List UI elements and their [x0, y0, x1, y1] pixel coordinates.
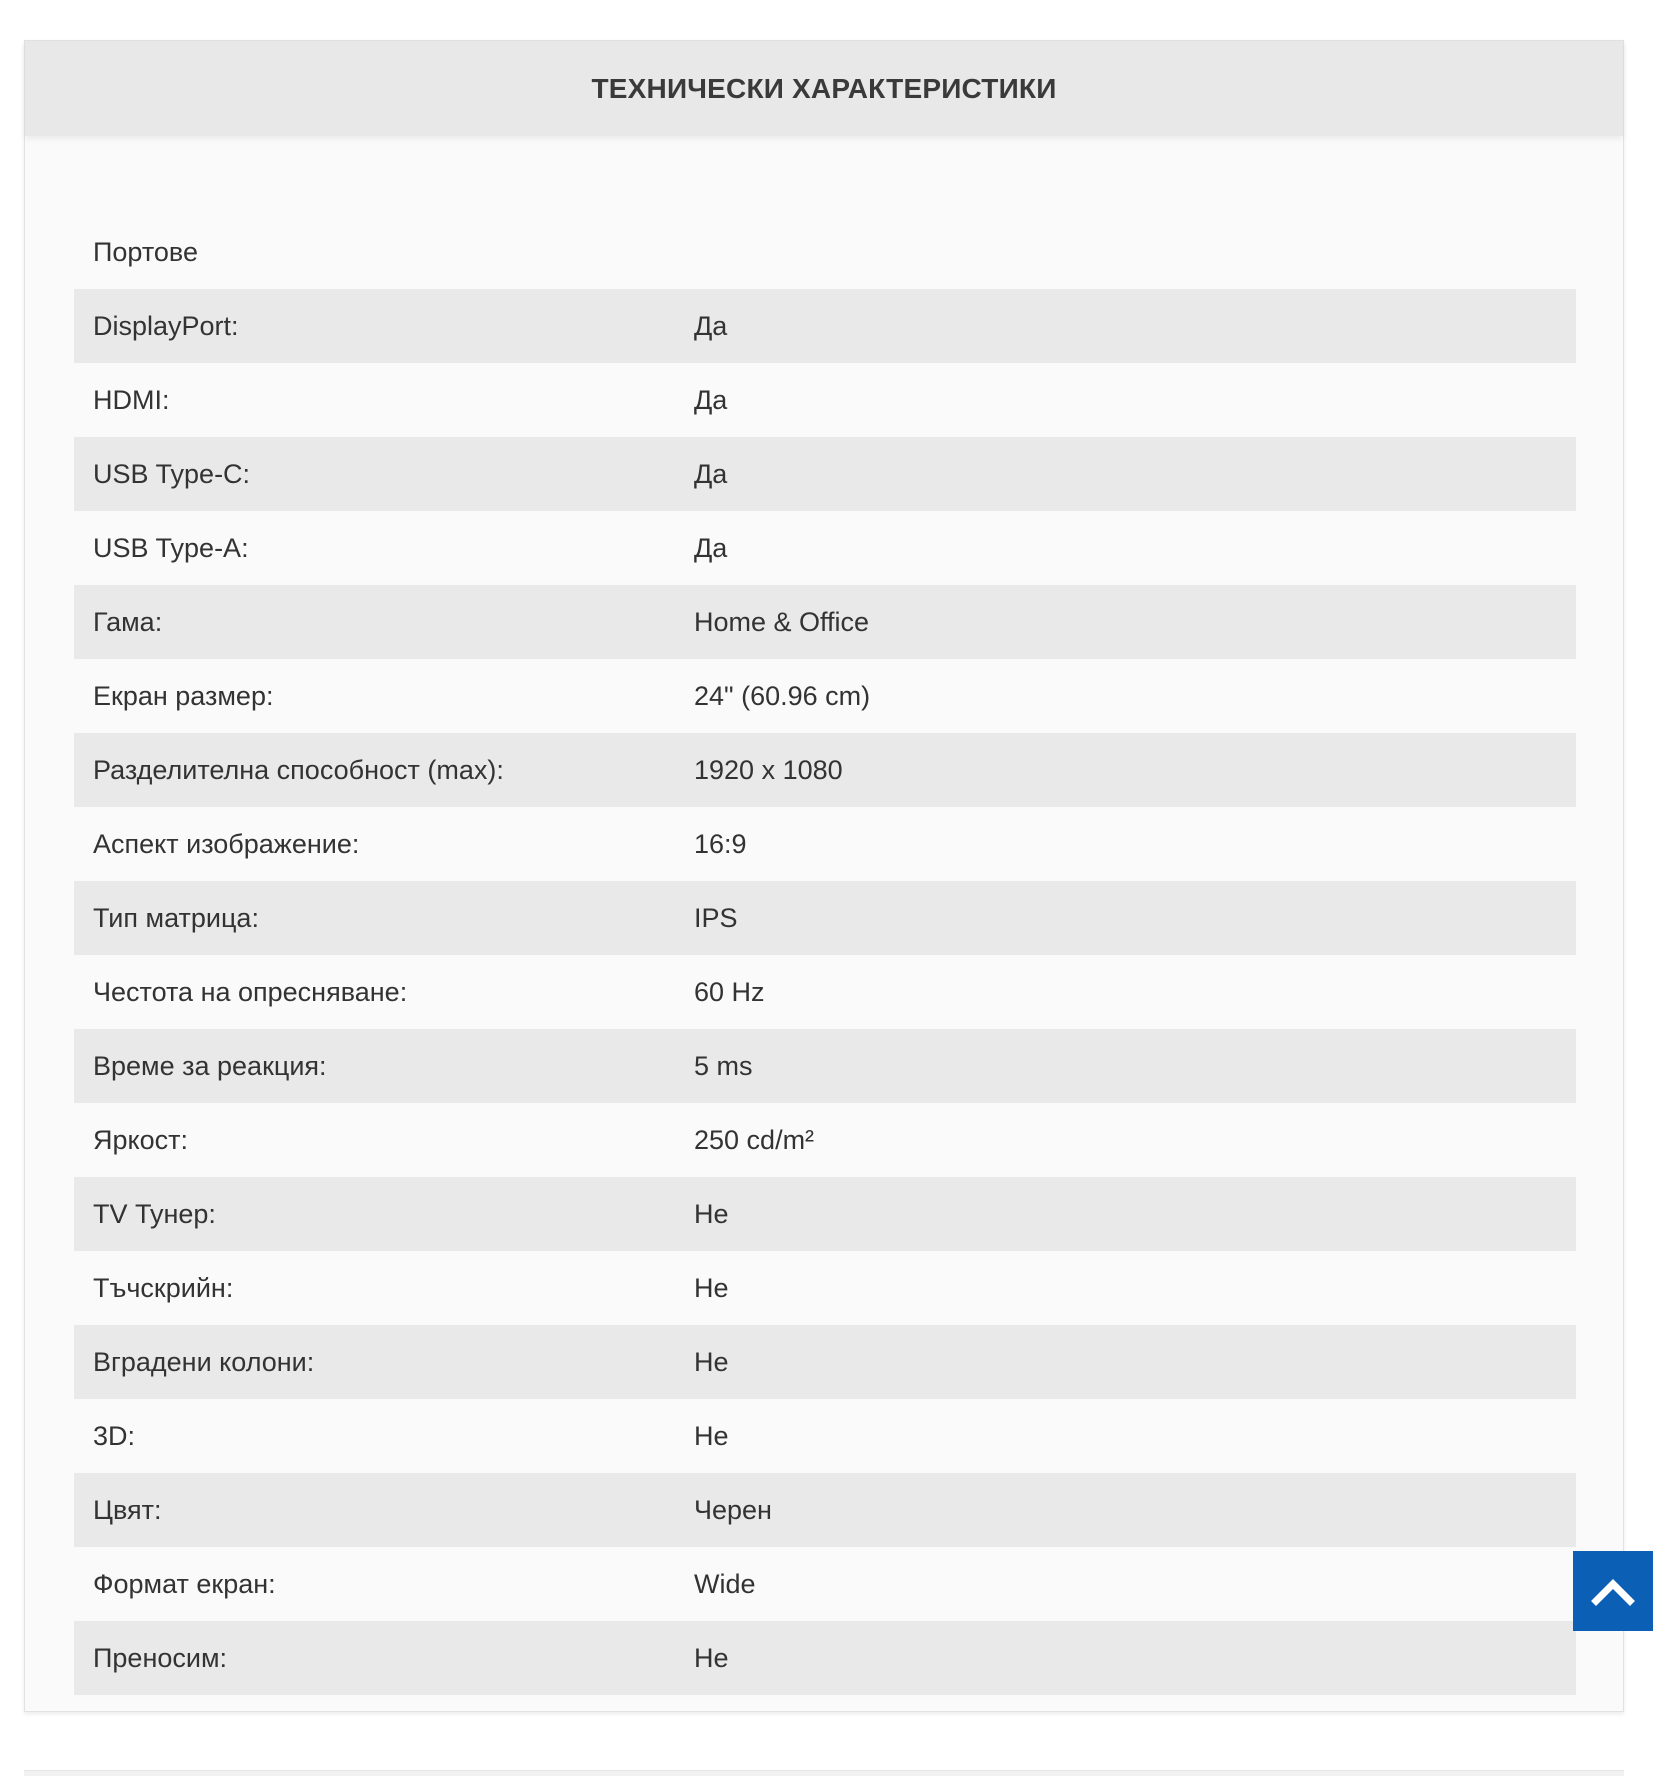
spec-value: Да: [675, 437, 1576, 511]
spec-label: Яркост:: [93, 1124, 189, 1155]
chevron-up-icon: [1591, 1576, 1635, 1606]
spec-label: Цвят:: [74, 1473, 675, 1547]
specs-title: ТЕХНИЧЕСКИ ХАРАКТЕРИСТИКИ: [591, 72, 1057, 104]
spec-value: Не: [694, 1420, 729, 1451]
spec-value: Не: [675, 1325, 1576, 1399]
spec-label: 3D:: [93, 1420, 136, 1451]
spec-value: Да: [694, 384, 728, 415]
table-row: [74, 659, 1576, 733]
spec-label: Време за реакция:: [74, 1029, 675, 1103]
spec-label: Екран размер:: [93, 680, 274, 711]
spec-label: Разделителна способност (max):: [74, 733, 675, 807]
spec-label: Тъчскрийн:: [93, 1272, 234, 1303]
spec-label: Вградени колони:: [74, 1325, 675, 1399]
spec-label: Гама:: [74, 585, 675, 659]
table-row: [74, 1029, 1576, 1103]
spec-value: Не: [675, 1177, 1576, 1251]
table-row: [74, 1251, 1576, 1325]
specs-header: [25, 41, 1623, 136]
back-to-top-button[interactable]: [1573, 1551, 1653, 1631]
spec-label: Преносим:: [74, 1621, 675, 1695]
spec-value: Не: [694, 1272, 729, 1303]
spec-value: 5 ms: [675, 1029, 1576, 1103]
specs-panel: [24, 40, 1624, 1712]
table-row: [74, 1325, 1576, 1399]
section-title-row: [74, 215, 1576, 289]
spec-value: Не: [675, 1621, 1576, 1695]
table-row: [74, 733, 1576, 807]
table-row: [74, 1177, 1576, 1251]
spec-label: TV Тунер:: [74, 1177, 675, 1251]
specs-table: [74, 215, 1576, 1695]
spec-value: Да: [675, 289, 1576, 363]
spec-value: Да: [694, 532, 728, 563]
table-row: [74, 1103, 1576, 1177]
table-row: [74, 437, 1576, 511]
spec-value: 250 cd/m²: [694, 1124, 815, 1155]
table-row: [74, 289, 1576, 363]
table-row: [74, 1399, 1576, 1473]
spec-value: Wide: [694, 1568, 756, 1599]
spec-value: 60 Hz: [694, 976, 765, 1007]
spec-label: Формат екран:: [93, 1568, 276, 1599]
table-row: [74, 511, 1576, 585]
spec-label: Честота на опресняване:: [93, 976, 408, 1007]
table-row: [74, 955, 1576, 1029]
next-section-edge: [24, 1770, 1624, 1776]
spec-label: Аспект изображение:: [93, 828, 360, 859]
table-row: [74, 881, 1576, 955]
spec-label: USB Type-A:: [93, 532, 249, 563]
table-row: [74, 363, 1576, 437]
table-row: [74, 1547, 1576, 1621]
table-row: [74, 1621, 1576, 1695]
spec-value: 16:9: [694, 828, 747, 859]
spec-value: 24" (60.96 cm): [694, 680, 871, 711]
spec-label: Тип матрица:: [74, 881, 675, 955]
spec-value: Черен: [675, 1473, 1576, 1547]
spec-label: HDMI:: [93, 384, 170, 415]
table-row: [74, 807, 1576, 881]
table-row: [74, 585, 1576, 659]
spec-value: IPS: [675, 881, 1576, 955]
table-row: [74, 1473, 1576, 1547]
section-title: Портове: [93, 236, 198, 267]
spec-label: USB Type-C:: [74, 437, 675, 511]
spec-value: 1920 x 1080: [675, 733, 1576, 807]
spec-label: DisplayPort:: [74, 289, 675, 363]
spec-value: Home & Office: [675, 585, 1576, 659]
